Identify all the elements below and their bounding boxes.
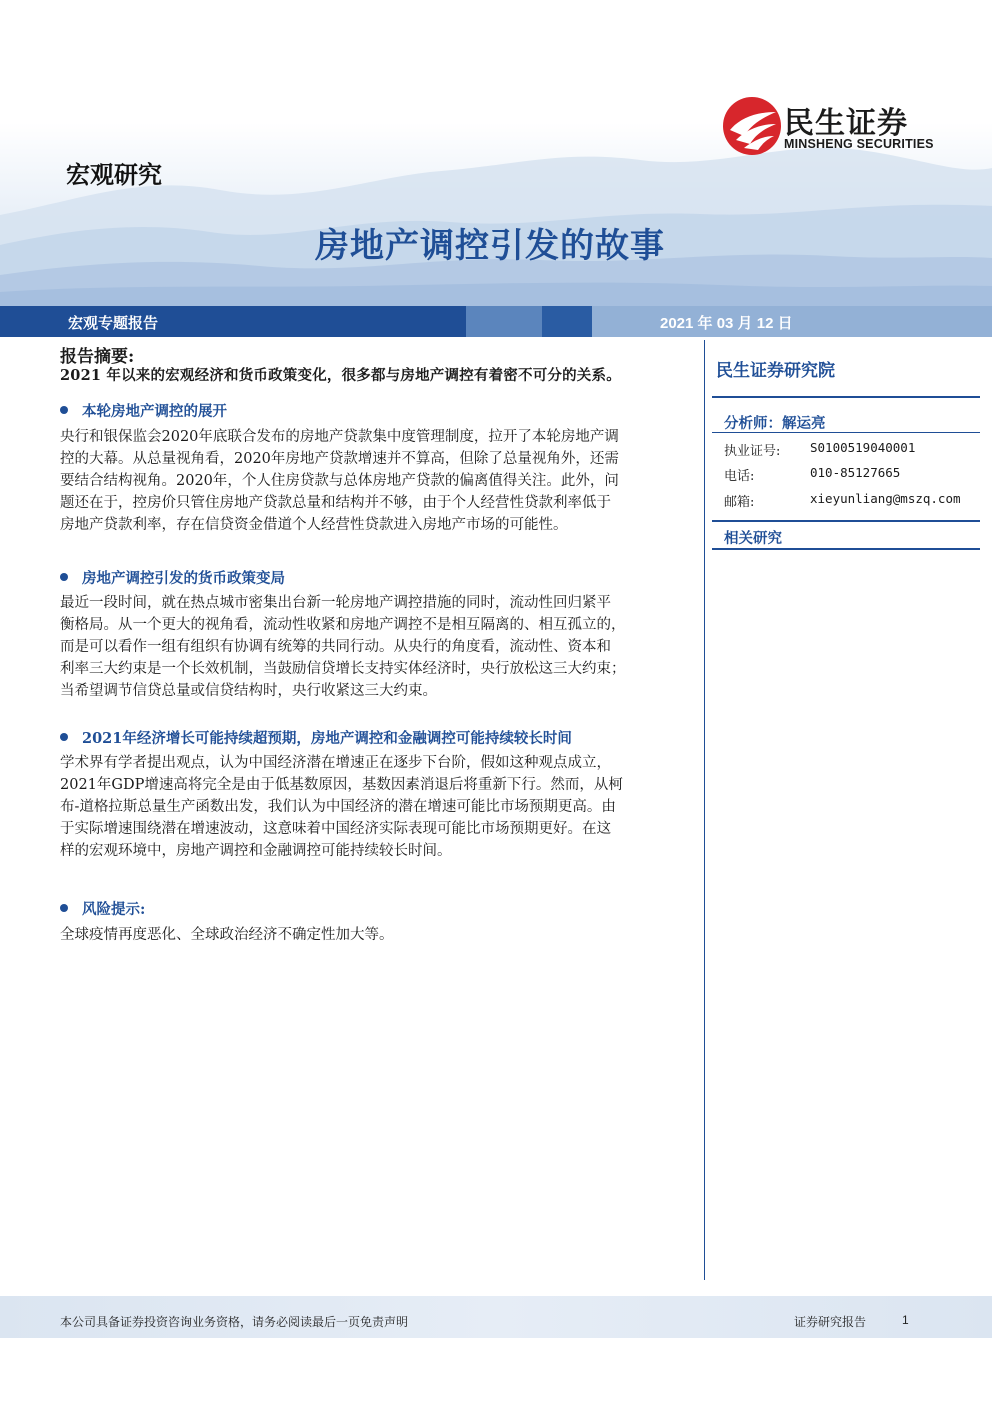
- section-heading-text: 2021年经济增长可能持续超预期，房地产调控和金融调控可能持续较长时间: [82, 730, 572, 747]
- paragraph-line: 样的宏观环境中，房地产调控和金融调控可能持续较长时间。: [60, 843, 452, 859]
- paragraph-line: 题还在于，控房价只管住房地产贷款总量和结构并不够，由于个人经营性贷款利率低于: [60, 495, 611, 511]
- phone-number: 010-85127665: [810, 465, 901, 480]
- section-paragraph: [60, 924, 688, 946]
- report-type: 宏观专题报告: [68, 314, 159, 332]
- ribbon-segment: [542, 306, 592, 337]
- bullet-icon: [60, 733, 68, 741]
- paragraph-line: 而是可以看作一组有组织有协调有统筹的共同行动。从央行的角度看，流动性、资本和: [60, 639, 611, 655]
- bullet-icon: [60, 406, 68, 414]
- abstract-label: 报告摘要:: [60, 347, 135, 367]
- column-divider: [704, 340, 705, 1280]
- paragraph-line: 控的大幕。从总量视角看，2020年房地产贷款增速并不算高，但除了总量视角外，还需: [60, 451, 619, 467]
- paragraph-line: 央行和银保监会2020年底联合发布的房地产贷款集中度管理制度，拉开了本轮房地产调: [60, 429, 619, 445]
- paragraph-line: 于实际增速围绕潜在增速波动，这意味着中国经济实际表现可能比市场预期更好。在这: [60, 821, 611, 837]
- institute-name: 民生证券研究院: [716, 361, 835, 381]
- section-heading: [60, 400, 227, 421]
- sidebar-divider: [712, 548, 980, 550]
- ribbon-segment: [466, 306, 542, 337]
- section-heading: [60, 727, 572, 748]
- page-title: 房地产调控引发的故事: [315, 226, 665, 266]
- section-heading: [60, 567, 285, 588]
- section-heading-text: 房地产调控引发的货币政策变局: [82, 570, 285, 587]
- report-ribbon: [0, 306, 992, 337]
- footer-disclaimer: 本公司具备证券投资咨询业务资格，请务必阅读最后一页免责声明: [60, 1315, 409, 1329]
- sidebar-divider: [712, 520, 980, 522]
- info-key: 执业证号:: [724, 444, 781, 459]
- logo-mark-icon: [722, 96, 782, 156]
- paragraph-line: 要结合结构视角。2020年，个人住房贷款与总体房地产贷款的偏离值得关注。此外，问: [60, 473, 619, 489]
- paragraph-line: 衡格局。从一个更大的视角看，流动性收紧和房地产调控不是相互隔离的、相互孤立的，: [60, 617, 626, 633]
- page-number: 1: [902, 1313, 909, 1327]
- section-heading-text: 本轮房地产调控的展开: [82, 403, 227, 420]
- footer-doc-type: 证券研究报告: [794, 1315, 867, 1329]
- sidebar-divider: [712, 396, 980, 398]
- paragraph-line: 布-道格拉斯总量生产函数出发，我们认为中国经济的潜在增速可能比市场预期更高。由: [60, 799, 616, 815]
- section-paragraph: [60, 752, 688, 862]
- paragraph-line: 全球疫情再度恶化、全球政治经济不确定性加大等。: [60, 927, 394, 943]
- logo-name-cn: 民生证券: [784, 106, 908, 141]
- paragraph-line: 当希望调节信贷总量或信贷结构时，央行收紧这三大约束。: [60, 683, 437, 699]
- paragraph-line: 最近一段时间，就在热点城市密集出台新一轮房地产调控措施的同时，流动性回归紧平: [60, 595, 611, 611]
- info-key: 电话:: [724, 469, 755, 484]
- info-key: 邮箱:: [724, 495, 755, 510]
- paragraph-line: 2021年GDP增速高将完全是由于低基数原因，基数因素消退后将重新下行。然而，从柯: [60, 777, 623, 793]
- section-heading-text: 风险提示:: [82, 901, 146, 918]
- company-logo: [722, 96, 962, 156]
- section-label: 宏观研究: [66, 161, 162, 189]
- section-paragraph: [60, 592, 688, 702]
- logo-name-en: MINSHENG SECURITIES: [784, 137, 934, 151]
- report-date: 2021 年 03 月 12 日: [660, 315, 793, 332]
- bullet-icon: [60, 573, 68, 581]
- email-link[interactable]: xieyunliang@mszq.com: [810, 491, 961, 506]
- analyst-name: 分析师：解运亮: [724, 415, 826, 432]
- abstract-lead: 2021 年以来的宏观经济和货币政策变化，很多都与房地产调控有着密不可分的关系。: [60, 367, 621, 384]
- bullet-icon: [60, 904, 68, 912]
- section-paragraph: [60, 426, 688, 536]
- license-number: S0100519040001: [810, 440, 916, 455]
- paragraph-line: 学术界有学者提出观点，认为中国经济潜在增速正在逐步下台阶，假如这种观点成立，: [60, 755, 611, 771]
- paragraph-line: 利率三大约束是一个长效机制，当鼓励信贷增长支持实体经济时，央行放松这三大约束；: [60, 661, 626, 677]
- related-research-heading: 相关研究: [724, 530, 782, 547]
- section-heading: [60, 898, 145, 919]
- paragraph-line: 房地产贷款利率，存在信贷资金借道个人经营性贷款进入房地产市场的可能性。: [60, 517, 568, 533]
- sidebar-divider: [712, 432, 980, 433]
